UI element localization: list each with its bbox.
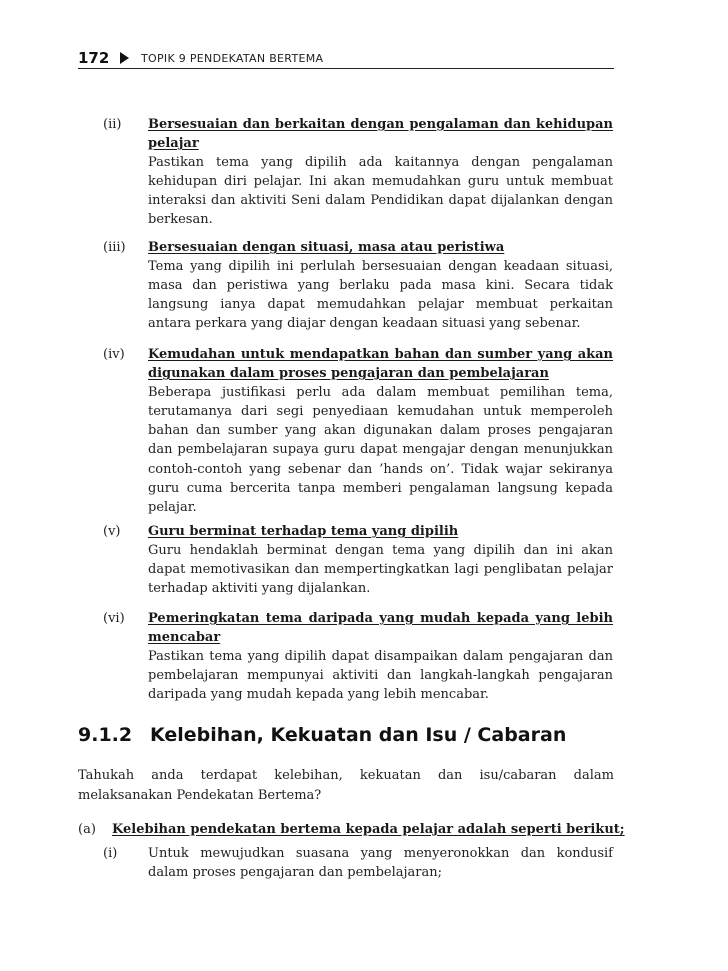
topic-title: TOPIK 9 PENDEKATAN BERTEMA bbox=[141, 52, 324, 65]
item-title: Kemudahan untuk mendapatkan bahan dan sumber yang akan digunakan dalam proses pengajaran dan pembelajaran bbox=[148, 347, 613, 382]
item-number: (v) bbox=[103, 524, 121, 539]
intro-paragraph: Tahukah anda terdapat kelebihan, kekuatan dan isu/cabaran dalam melaksanakan Pendekatan Bertema? bbox=[78, 768, 614, 803]
item-title: Guru berminat terhadap tema yang dipilih bbox=[148, 524, 459, 539]
item-text: Beberapa justifikasi perlu ada dalam membuat pemilihan tema, terutamanya dari segi penyediaan kemudahan untuk memperoleh bahan dan sumber yang akan digunakan dalam proses pengajaran dan pembelajaran supaya guru dapat mengajar dengan menunjukkan contoh-contoh yang sebenar dan ’hands on’. Tidak wajar sekiranya guru cuma bercerita tanpa memberi pengalaman langsung kepada pelajar. bbox=[148, 385, 613, 515]
running-header bbox=[78, 50, 614, 69]
item-title: Pemeringkatan tema daripada yang mudah kepada yang lebih mencabar bbox=[148, 611, 613, 646]
item-number: (ii) bbox=[103, 117, 122, 132]
play-arrow-icon bbox=[120, 52, 129, 64]
section-title: Kelebihan, Kekuatan dan Isu / Cabaran bbox=[150, 724, 567, 746]
section-number: 9.1.2 bbox=[78, 724, 133, 746]
item-title: Bersesuaian dengan situasi, masa atau peristiwa bbox=[148, 240, 505, 255]
item-text: Tema yang dipilih ini perlulah bersesuaian dengan keadaan situasi, masa dan peristiwa yang berlaku pada masa kini. Secara tidak langsung ianya dapat memudahkan pelajar membuat perkaitan antara perkara yang diajar dengan keadaan situasi yang sebenar. bbox=[148, 259, 613, 332]
item-text: Guru hendaklah berminat dengan tema yang dipilih dan ini akan dapat memotivasikan dan mempertingkatkan lagi penglibatan pelajar terhadap aktiviti yang dijalankan. bbox=[148, 543, 613, 597]
item-text: Pastikan tema yang dipilih dapat disampaikan dalam pengajaran dan pembelajaran mempunyai aktiviti dan langkah-langkah pengajaran daripada yang mudah kepada yang lebih mencabar. bbox=[148, 649, 613, 703]
item-text: Untuk mewujudkan suasana yang menyeronokkan dan kondusif dalam proses pengajaran dan pembelajaran; bbox=[148, 846, 613, 881]
sub-title: Kelebihan pendekatan bertema kepada pelajar adalah seperti berikut; bbox=[112, 822, 625, 837]
item-text: Pastikan tema yang dipilih ada kaitannya dengan pengalaman kehidupan diri pelajar. Ini akan memudahkan guru untuk membuat interaksi dan aktiviti Seni dalam Pendidikan dapat dijalankan dengan berkesan. bbox=[148, 155, 613, 228]
item-title: Bersesuaian dan berkaitan dengan pengalaman dan kehidupan pelajar bbox=[148, 117, 613, 152]
sub-label: (a) bbox=[78, 822, 96, 837]
item-number: (i) bbox=[103, 846, 118, 861]
item-number: (vi) bbox=[103, 611, 125, 626]
item-number: (iv) bbox=[103, 347, 125, 362]
page-number: 172 bbox=[78, 49, 110, 67]
item-number: (iii) bbox=[103, 240, 126, 255]
